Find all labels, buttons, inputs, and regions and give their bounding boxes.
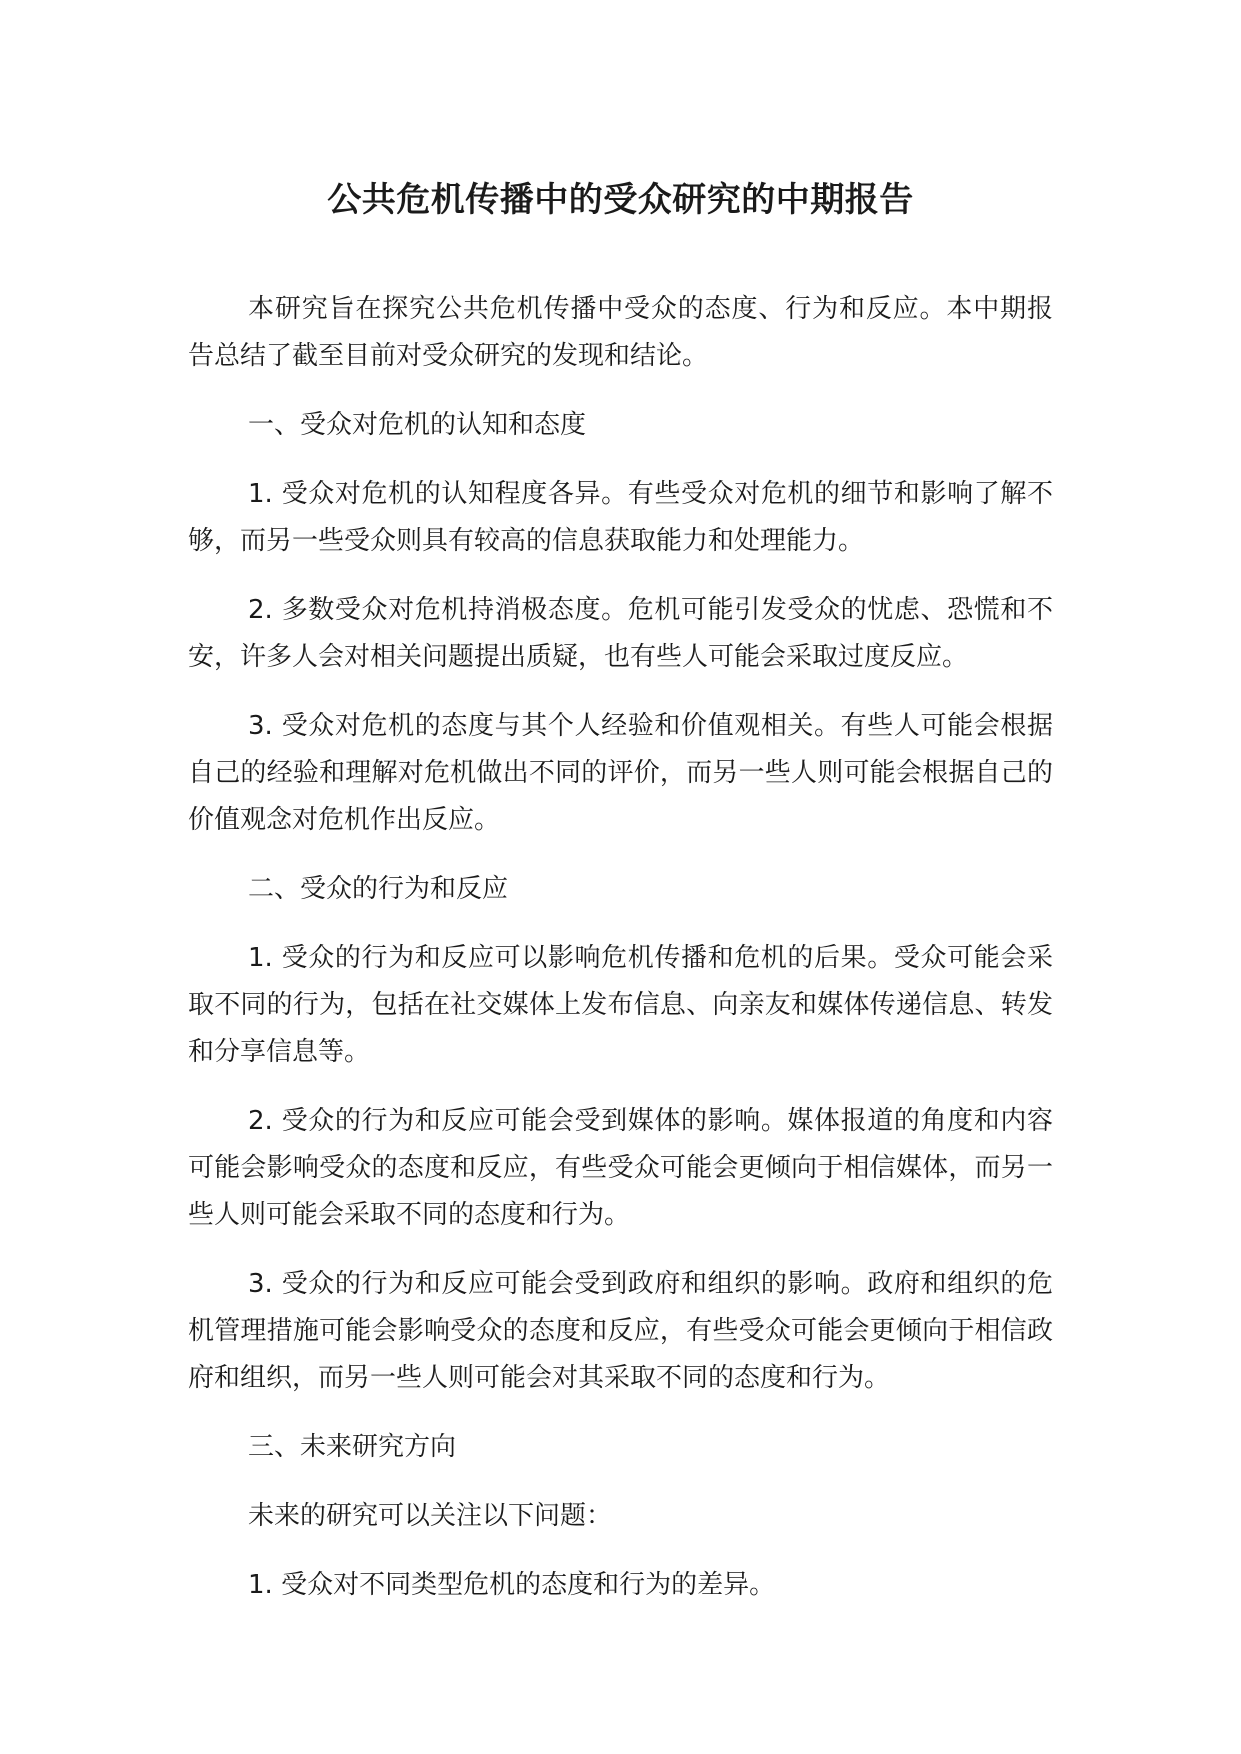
section-heading-1: 一、受众对危机的认知和态度: [248, 410, 587, 440]
section-1-item-3: 3. 受众对危机的态度与其个人经验和价值观相关。有些人可能会根据自己的经验和理解对危机做出不同的评价，而另一些人则可能会根据自己的价值观念对危机作出反应。: [188, 711, 1053, 835]
section-heading-2: 二、受众的行为和反应: [248, 874, 509, 904]
section-2-item-2: 2. 受众的行为和反应可能会受到媒体的影响。媒体报道的角度和内容可能会影响受众的态度和反应，有些受众可能会更倾向于相信媒体，而另一些人则可能会采取不同的态度和行为。: [188, 1106, 1053, 1230]
intro-paragraph: 本研究旨在探究公共危机传播中受众的态度、行为和反应。本中期报告总结了截至目前对受众研究的发现和结论。: [188, 294, 1053, 371]
document-title: 公共危机传播中的受众研究的中期报告: [327, 180, 914, 220]
section-3-item-1: 1. 受众对不同类型危机的态度和行为的差异。: [248, 1570, 776, 1600]
section-2-item-3: 3. 受众的行为和反应可能会受到政府和组织的影响。政府和组织的危机管理措施可能会影响受众的态度和反应，有些受众可能会更倾向于相信政府和组织，而另一些人则可能会对其采取不同的态度和行为。: [188, 1269, 1053, 1393]
section-1-item-2: 2. 多数受众对危机持消极态度。危机可能引发受众的忧虑、恐慌和不安，许多人会对相关问题提出质疑，也有些人可能会采取过度反应。: [188, 595, 1053, 672]
section-1-item-1: 1. 受众对危机的认知程度各异。有些受众对危机的细节和影响了解不够，而另一些受众则具有较高的信息获取能力和处理能力。: [188, 479, 1053, 556]
section-2-item-1: 1. 受众的行为和反应可以影响危机传播和危机的后果。受众可能会采取不同的行为，包括在社交媒体上发布信息、向亲友和媒体传递信息、转发和分享信息等。: [188, 943, 1053, 1067]
section-heading-3: 三、未来研究方向: [248, 1432, 457, 1462]
section-3-intro: 未来的研究可以关注以下问题：: [248, 1501, 613, 1531]
